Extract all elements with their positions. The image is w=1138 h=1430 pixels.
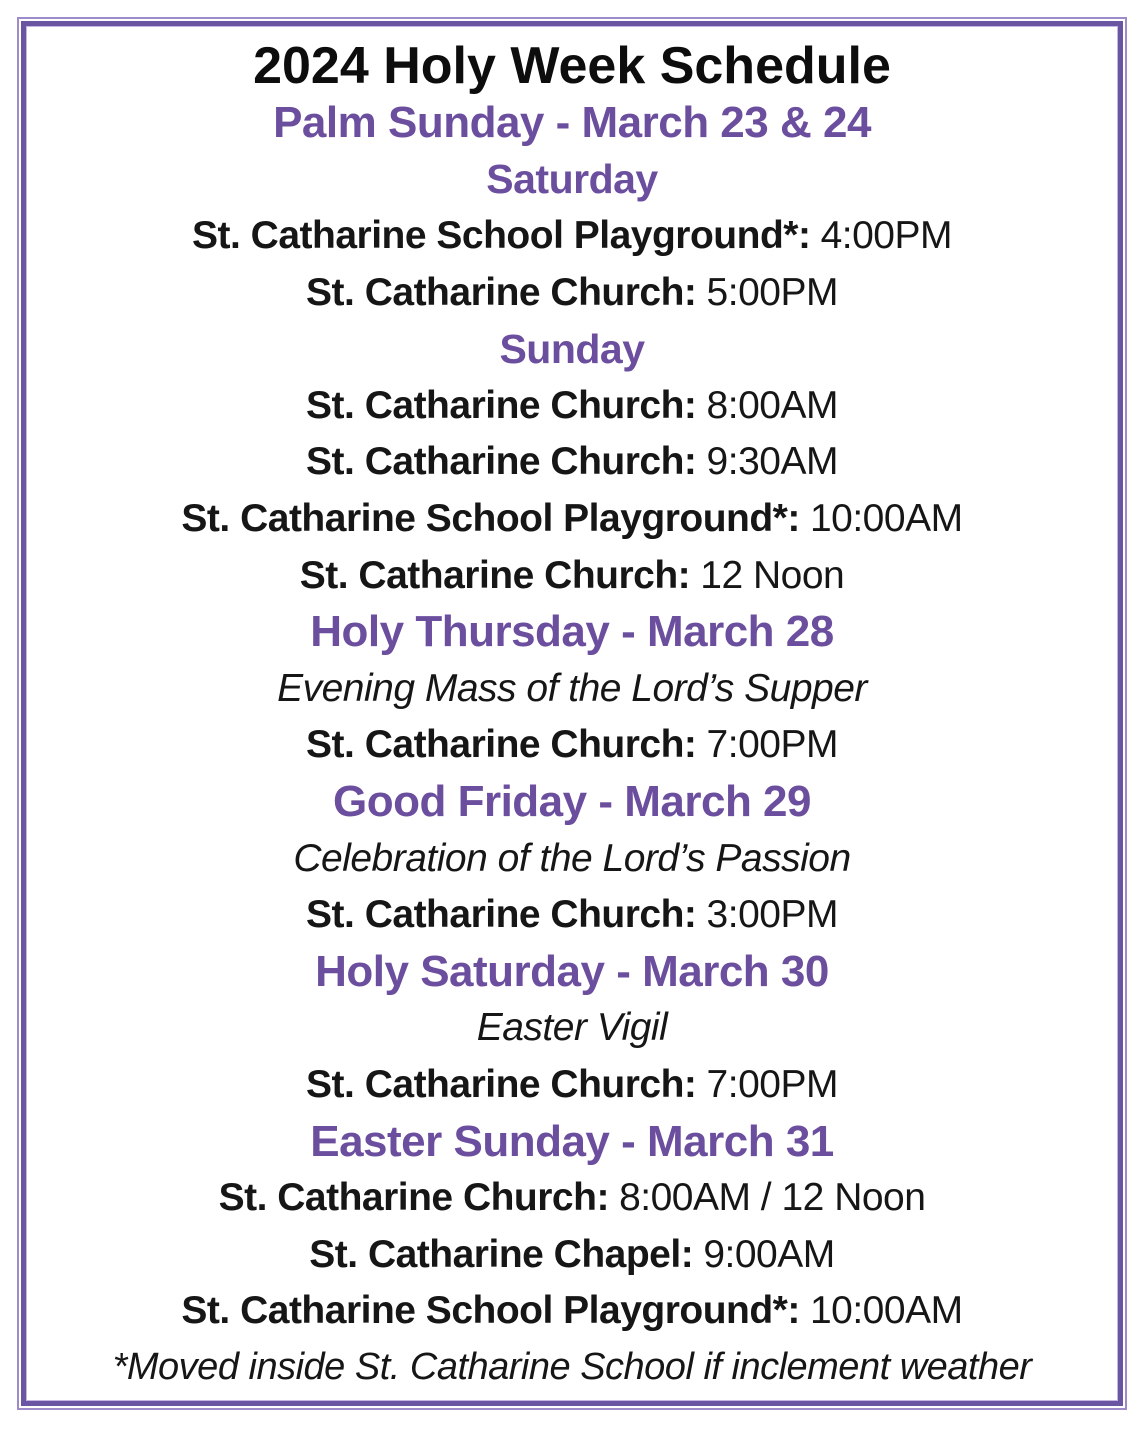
schedule-entry <box>26 547 1118 604</box>
schedule-entry <box>26 1226 1118 1283</box>
entry-time: 3:00PM <box>706 893 838 937</box>
event-heading: Easter Sunday - March 31 <box>310 1116 834 1166</box>
service-description: Celebration of the Lord’s Passion <box>293 836 851 880</box>
entry-location: St. Catharine Church: <box>299 553 691 597</box>
entry-location: St. Catharine Church: <box>306 723 697 767</box>
schedule-entry <box>26 491 1118 548</box>
event-heading: Holy Thursday - March 28 <box>310 607 834 657</box>
schedule-lines <box>26 33 1118 1401</box>
entry-location: St. Catharine Church: <box>306 383 697 427</box>
day-heading: Sunday <box>499 325 645 372</box>
schedule-entry <box>26 378 1118 435</box>
entry-location: St. Catharine Church: <box>306 893 697 937</box>
entry-time: 10:00AM <box>809 1289 963 1333</box>
entry-time: 7:00PM <box>706 723 838 767</box>
entry-time: 4:00PM <box>820 214 952 258</box>
entry-time: 9:00AM <box>703 1232 835 1276</box>
schedule-entry <box>26 1283 1118 1340</box>
schedule-frame <box>17 17 1127 1410</box>
entry-location: St. Catharine Church: <box>306 270 697 314</box>
footnote: *Moved inside St. Catharine School if inclement weather <box>112 1346 1032 1389</box>
entry-time: 7:00PM <box>706 1062 838 1106</box>
schedule-title: 2024 Holy Week Schedule <box>253 37 891 96</box>
schedule-entry <box>26 264 1118 321</box>
event-heading: Good Friday - March 29 <box>333 777 811 827</box>
event-heading: Palm Sunday - March 23 & 24 <box>273 97 871 147</box>
entry-location: St. Catharine School Playground*: <box>181 1289 800 1333</box>
entry-time: 8:00AM <box>706 383 838 427</box>
schedule-entry <box>26 887 1118 944</box>
service-description: Easter Vigil <box>476 1006 668 1050</box>
event-heading: Holy Saturday - March 30 <box>315 946 829 996</box>
entry-time: 9:30AM <box>706 440 838 484</box>
service-description: Evening Mass of the Lord’s Supper <box>277 666 867 710</box>
entry-location: St. Catharine Chapel: <box>309 1232 694 1276</box>
entry-location: St. Catharine Church: <box>218 1176 609 1220</box>
schedule-entry <box>26 1170 1118 1227</box>
entry-time: 10:00AM <box>809 497 963 541</box>
entry-location: St. Catharine Church: <box>306 1062 697 1106</box>
entry-location: St. Catharine Church: <box>306 440 697 484</box>
schedule-entry <box>26 208 1118 265</box>
entry-location: St. Catharine School Playground*: <box>181 497 800 541</box>
schedule-entry <box>26 1057 1118 1114</box>
entry-time: 5:00PM <box>706 270 838 314</box>
day-heading: Saturday <box>486 155 658 202</box>
schedule-frame-inner-border <box>21 21 1123 1406</box>
entry-location: St. Catharine School Playground*: <box>192 214 811 258</box>
entry-time: 8:00AM / 12 Noon <box>619 1176 926 1220</box>
schedule-entry <box>26 717 1118 774</box>
entry-time: 12 Noon <box>700 553 845 597</box>
schedule-entry <box>26 434 1118 491</box>
